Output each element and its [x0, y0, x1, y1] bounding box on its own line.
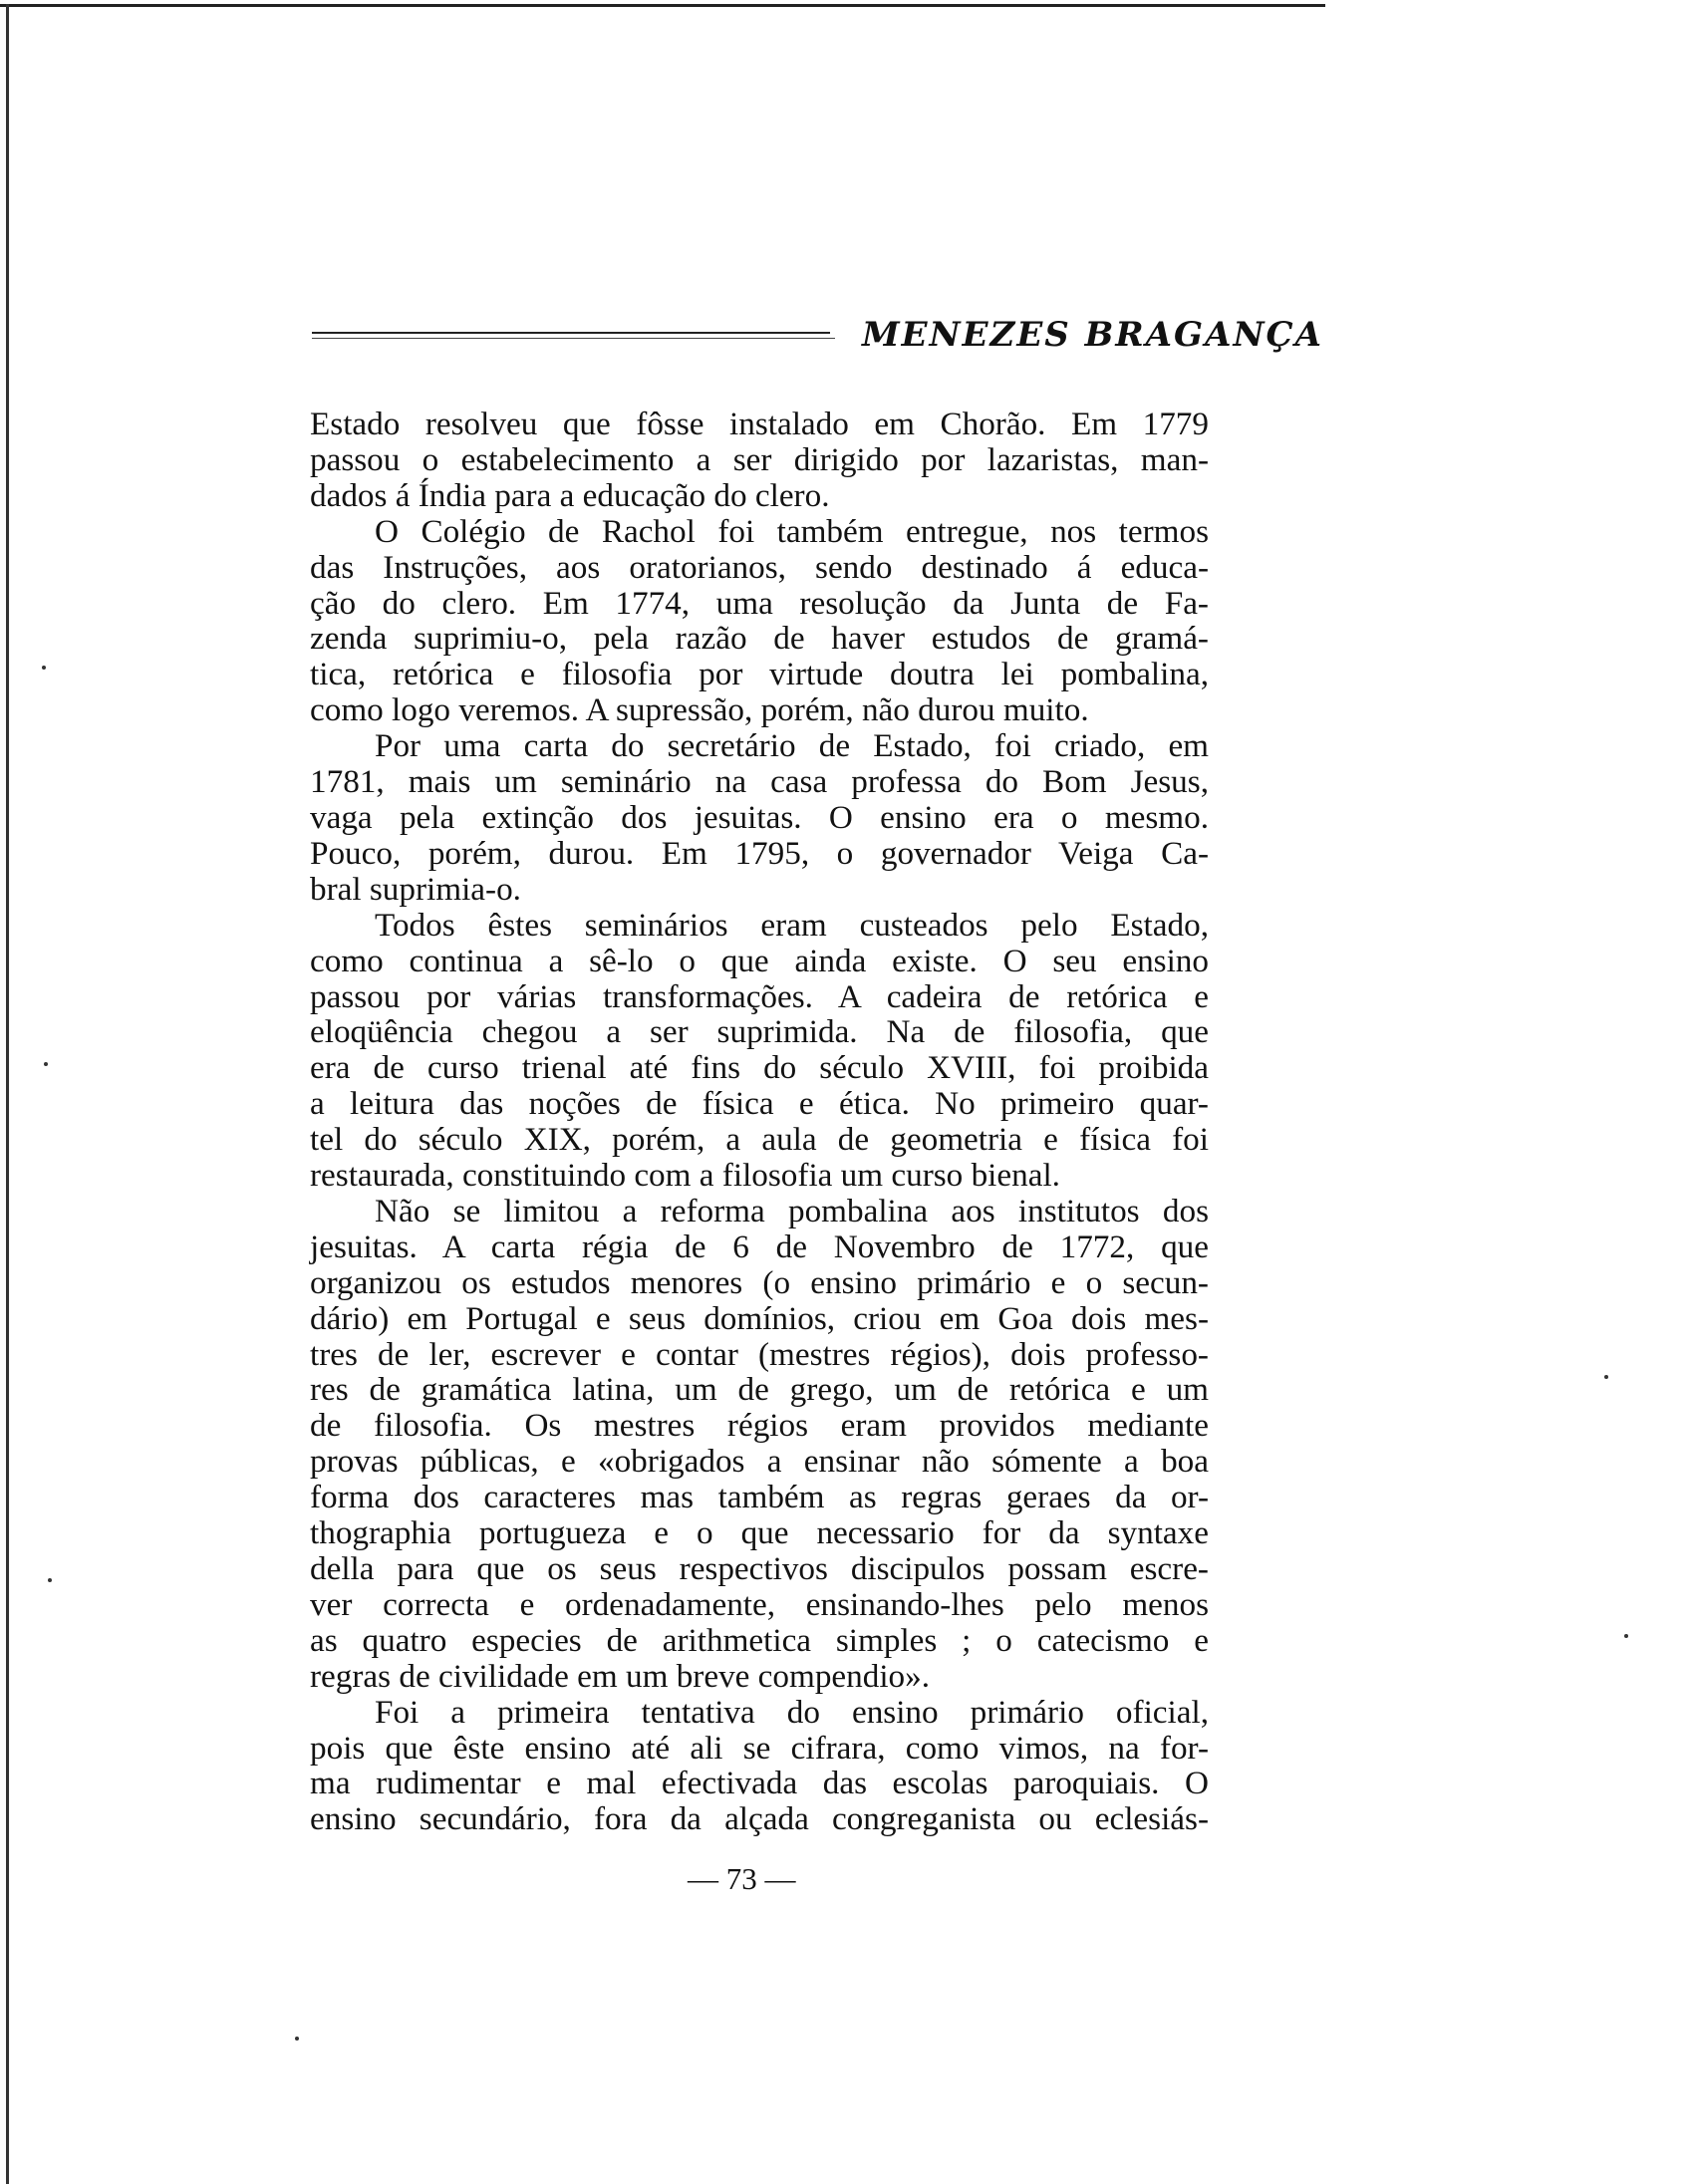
text-line: passou o estabelecimento a ser dirigido por lazaristas, man- — [310, 440, 1209, 478]
text-line: ma rudimentar e mal efectivada das escolas paroquiais. O — [310, 1765, 1209, 1802]
paragraph — [310, 1194, 1209, 1695]
text-line: jesuitas. A carta régia de 6 de Novembro de 1772, que — [310, 1228, 1209, 1265]
paragraph — [310, 728, 1209, 908]
scan-speck — [48, 1578, 52, 1582]
scan-speck — [1624, 1634, 1628, 1638]
text-line: della para que os seus respectivos discipulos possam escre- — [310, 1550, 1209, 1587]
running-title: MENEZES BRAGANÇA — [862, 315, 1323, 355]
body-text — [310, 407, 1209, 1837]
text-line: ção do clero. Em 1774, uma resolução da Junta de Fa- — [310, 584, 1209, 622]
scan-edge-top — [0, 4, 1325, 7]
text-line: vaga pela extinção dos jesuitas. O ensino era o mesmo. — [310, 798, 1209, 836]
text-line: Não se limitou a reforma pombalina aos institutos dos — [375, 1192, 1209, 1229]
text-line: como logo veremos. A supressão, porém, não durou muito. — [310, 691, 1089, 729]
paragraph — [310, 1695, 1209, 1838]
paragraph — [310, 908, 1209, 1194]
text-line: zenda suprimiu-o, pela razão de haver estudos de gramá- — [310, 620, 1209, 658]
text-line: tica, retórica e filosofia por virtude doutra lei pombalina, — [310, 656, 1209, 693]
running-header — [312, 311, 1323, 361]
text-line: Estado resolveu que fôsse instalado em Chorão. Em 1779 — [310, 406, 1209, 442]
page-number: — 73 — — [688, 1861, 796, 1896]
text-line: eloqüência chegou a ser suprimida. Na de filosofia, que — [310, 1013, 1209, 1051]
text-line: regras de civilidade em um breve compendio». — [310, 1657, 931, 1695]
text-line: restaurada, constituindo com a filosofia um curso bienal. — [310, 1157, 1060, 1195]
text-line: provas públicas, e «obrigados a ensinar não sómente a boa — [310, 1443, 1209, 1481]
text-line: ver correcta e ordenadamente, ensinando-lhes pelo menos — [310, 1585, 1209, 1623]
paragraph — [310, 514, 1209, 728]
text-line: dados á Índia para a educação do clero. — [310, 476, 830, 514]
text-line: O Colégio de Rachol foi também entregue, nos termos — [375, 512, 1209, 550]
text-line: tres de ler, escrever e contar (mestres régios), dois professo- — [310, 1335, 1209, 1373]
text-line: bral suprimia-o. — [310, 870, 521, 908]
text-line: Pouco, porém, durou. Em 1795, o governador Veiga Ca- — [310, 834, 1209, 872]
scan-edge-left — [6, 4, 9, 2184]
text-line: Por uma carta do secretário de Estado, foi criado, em — [375, 727, 1209, 765]
text-line: thographia portugueza e o que necessario for da syntaxe — [310, 1514, 1209, 1552]
text-line: pois que êste ensino até ali se cifrara, como vimos, na for- — [310, 1729, 1209, 1767]
text-line: 1781, mais um seminário na casa professa do Bom Jesus, — [310, 763, 1209, 801]
text-line: passou por várias transformações. A cadeira de retórica e — [310, 977, 1209, 1015]
text-line: Todos êstes seminários eram custeados pelo Estado, — [375, 906, 1209, 944]
text-line: era de curso trienal até fins do século XVIII, foi proibida — [310, 1049, 1209, 1087]
text-line: forma dos caracteres mas também as regras geraes da or- — [310, 1479, 1209, 1516]
text-line: as quatro especies de arithmetica simples ; o catecismo e — [310, 1621, 1209, 1659]
scan-speck — [44, 1062, 48, 1066]
header-rule — [312, 332, 830, 334]
scan-speck — [42, 666, 46, 670]
paragraph — [310, 407, 1209, 514]
header-rule-thin — [312, 338, 835, 339]
text-line: ensino secundário, fora da alçada congreganista ou eclesiás- — [310, 1800, 1209, 1838]
text-line: organizou os estudos menores (o ensino primário e o secun- — [310, 1263, 1209, 1301]
text-line: a leitura das noções de física e ética. No primeiro quar- — [310, 1085, 1209, 1123]
scan-speck — [1604, 1375, 1608, 1379]
text-line: Foi a primeira tentativa do ensino primário oficial, — [375, 1693, 1209, 1731]
text-line: tel do século XIX, porém, a aula de geometria e física foi — [310, 1121, 1209, 1159]
text-line: dário) em Portugal e seus domínios, criou em Goa dois mes- — [310, 1299, 1209, 1337]
text-line: como continua a sê-lo o que ainda existe. O seu ensino — [310, 942, 1209, 979]
text-line: res de gramática latina, um de grego, um de retórica e um — [310, 1371, 1209, 1409]
scan-speck — [295, 2037, 299, 2041]
text-line: das Instruções, aos oratorianos, sendo destinado á educa- — [310, 548, 1209, 586]
text-line: de filosofia. Os mestres régios eram providos mediante — [310, 1407, 1209, 1445]
